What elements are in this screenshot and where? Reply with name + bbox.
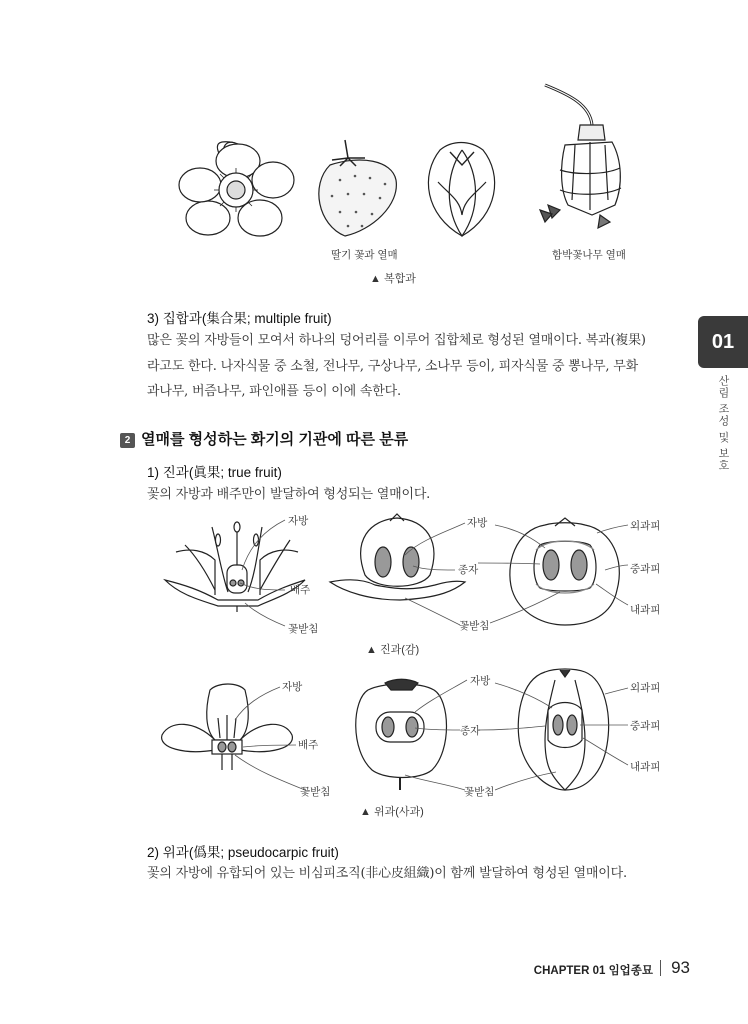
- figure-caption-compound: ▲ 복합과: [370, 273, 416, 285]
- heading-false-fruit: 2) 위과(僞果; pseudocarpic fruit): [147, 845, 339, 860]
- label-receptacle: 꽃받침: [459, 620, 490, 632]
- footer-chapter: CHAPTER 01 임업종묘: [533, 965, 653, 977]
- paragraph-line: 라고도 한다. 나자식물 중 소철, 전나무, 구상나무, 소나무 등이, 피자식물 중 뽕나무, 무화: [147, 358, 638, 374]
- label-ovary: 자방: [467, 517, 488, 529]
- section-heading-text: 열매를 형성하는 화기의 기관에 따른 분류: [141, 431, 409, 448]
- figure-caption-persimmon: ▲ 진과(감): [366, 644, 420, 656]
- label-mesocarp-apple: 중과피: [630, 720, 661, 732]
- label-endocarp-apple: 내과피: [630, 761, 661, 773]
- label-receptacle-apple-2: 꽃받침: [464, 786, 495, 798]
- paragraph-line: 많은 꽃의 자방들이 모여서 하나의 덩어리를 이루어 집합체로 형성된 열매이다. 복과(複果): [147, 333, 646, 348]
- label-ovary-apple-2: 자방: [470, 675, 491, 687]
- text-true-fruit: 꽃의 자방과 배주만이 발달하여 형성되는 열매이다.: [147, 487, 431, 502]
- heading-true-fruit: 1) 진과(眞果; true fruit): [147, 465, 282, 480]
- label-endocarp: 내과피: [630, 604, 661, 616]
- magnolia-label: 함박꽃나무 열매: [552, 249, 626, 261]
- chapter-tab: 01: [698, 316, 748, 368]
- figure-caption-apple: ▲ 위과(사과): [360, 806, 424, 818]
- chapter-tab-title: 산림 조성 및 보호: [717, 375, 729, 472]
- label-receptacle: 꽃받침: [288, 623, 319, 635]
- footer-divider: [660, 960, 661, 976]
- label-ovule: 배주: [290, 584, 311, 596]
- strawberry-label: 딸기 꽃과 열매: [331, 249, 398, 261]
- label-receptacle-apple: 꽃받침: [300, 786, 331, 798]
- page-number: 93: [671, 958, 690, 977]
- label-ovule-apple: 배주: [298, 739, 319, 751]
- paragraph-line: 과나무, 버즘나무, 파인애플 등이 이에 속한다.: [147, 384, 401, 399]
- label-ovary: 자방: [288, 515, 309, 527]
- label-seed-apple: 종자: [460, 725, 481, 737]
- label-mesocarp: 중과피: [630, 563, 661, 575]
- label-exocarp-apple: 외과피: [630, 682, 661, 694]
- heading-multiple-fruit: 3) 집합과(集合果; multiple fruit): [147, 311, 332, 326]
- label-exocarp: 외과피: [630, 520, 661, 532]
- apple-flower-illustration: [162, 684, 293, 770]
- apple-longitudinal-illustration: [518, 669, 608, 790]
- label-seed: 종자: [458, 564, 479, 576]
- section-number-badge: 2: [120, 433, 135, 448]
- label-ovary-apple: 자방: [282, 681, 303, 693]
- apple-section-illustration: [356, 679, 447, 790]
- text-false-fruit: 꽃의 자방에 유합되어 있는 비심피조직(非心皮組織)이 함께 발달하여 형성된 열매이다.: [147, 866, 627, 881]
